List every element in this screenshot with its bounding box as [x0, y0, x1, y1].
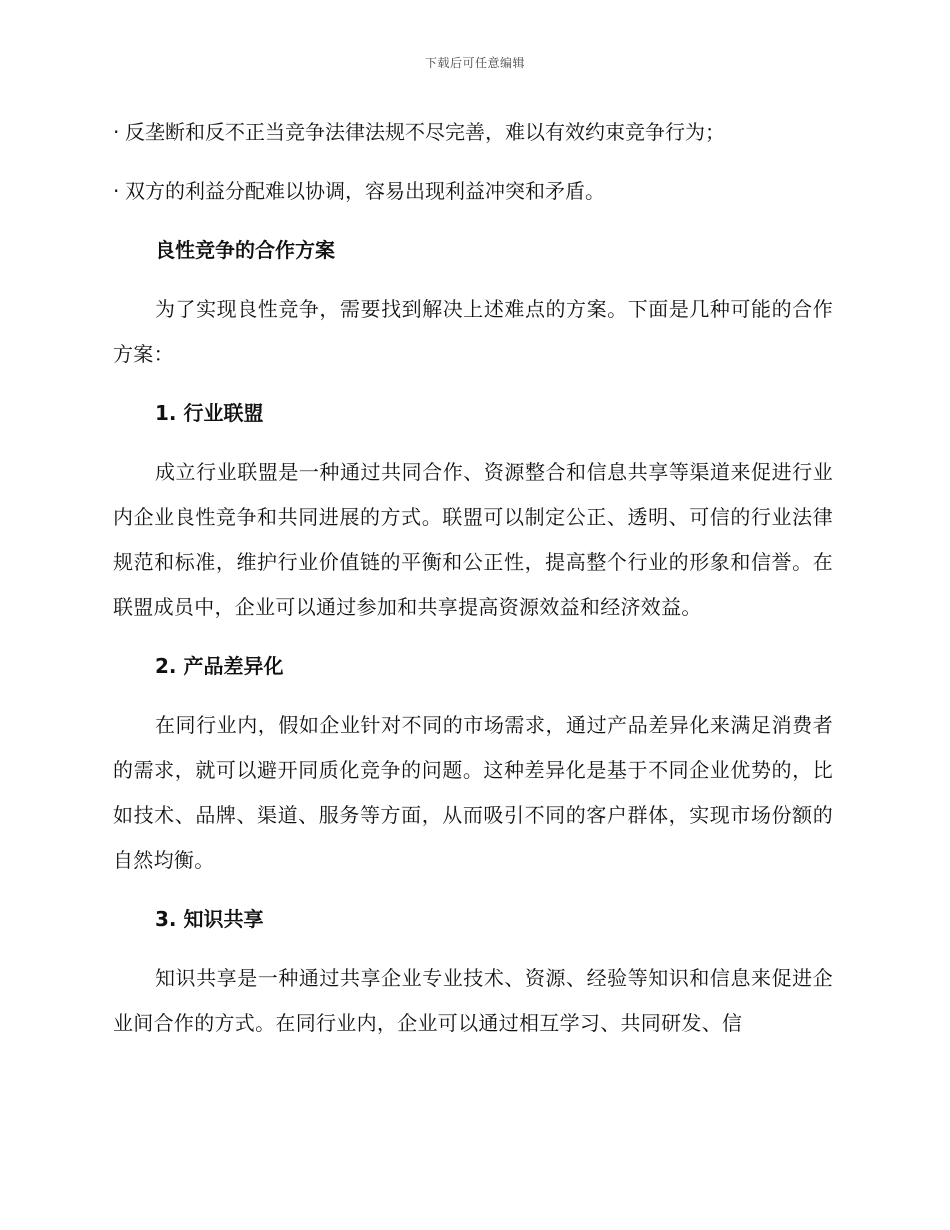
item-body-knowledge-sharing: 知识共享是一种通过共享企业专业技术、资源、经验等知识和信息来促进企业间合作的方式。在同行业内，企业可以通过相互学习、共同研发、信 — [113, 966, 833, 1035]
section-intro: 为了实现良性竞争，需要找到解决上述难点的方案。下面是几种可能的合作方案： — [113, 297, 833, 366]
bullet-text: 双方的利益分配难以协调，容易出现利益冲突和矛盾。 — [125, 179, 605, 203]
bullet-dot: · — [113, 120, 120, 144]
item-body-industry-alliance: 成立行业联盟是一种通过共同合作、资源整合和信息共享等渠道来促进行业内企业良性竞争和共同进展的方式。联盟可以制定公正、透明、可信的行业法律规范和标准，维护行业价值链的平衡和公正性，提高整个行业的形象和信誉。在联盟成员中，企业可以通过参加和共享提高资源效益和经济效益。 — [113, 460, 833, 619]
bullet-item — [113, 169, 833, 214]
bullet-dot: · — [113, 179, 120, 203]
item-heading-knowledge-sharing: 3. 知识共享 — [155, 907, 264, 931]
item-body-product-differentiation: 在同行业内，假如企业针对不同的市场需求，通过产品差异化来满足消费者的需求，就可以避开同质化竞争的问题。这种差异化是基于不同企业优势的，比如技术、品牌、渠道、服务等方面，从而吸引不同的客户群体，实现市场份额的自然均衡。 — [113, 713, 833, 872]
bullet-text: 反垄断和反不正当竞争法律法规不尽完善，难以有效约束竞争行为； — [125, 120, 725, 144]
item-heading-industry-alliance: 1. 行业联盟 — [155, 401, 264, 425]
header-note: 下载后可任意编辑 — [424, 56, 525, 70]
section-heading: 良性竞争的合作方案 — [155, 238, 335, 262]
item-heading-product-differentiation: 2. 产品差异化 — [155, 654, 284, 678]
bullet-item — [113, 110, 833, 155]
document-body — [113, 110, 833, 1046]
